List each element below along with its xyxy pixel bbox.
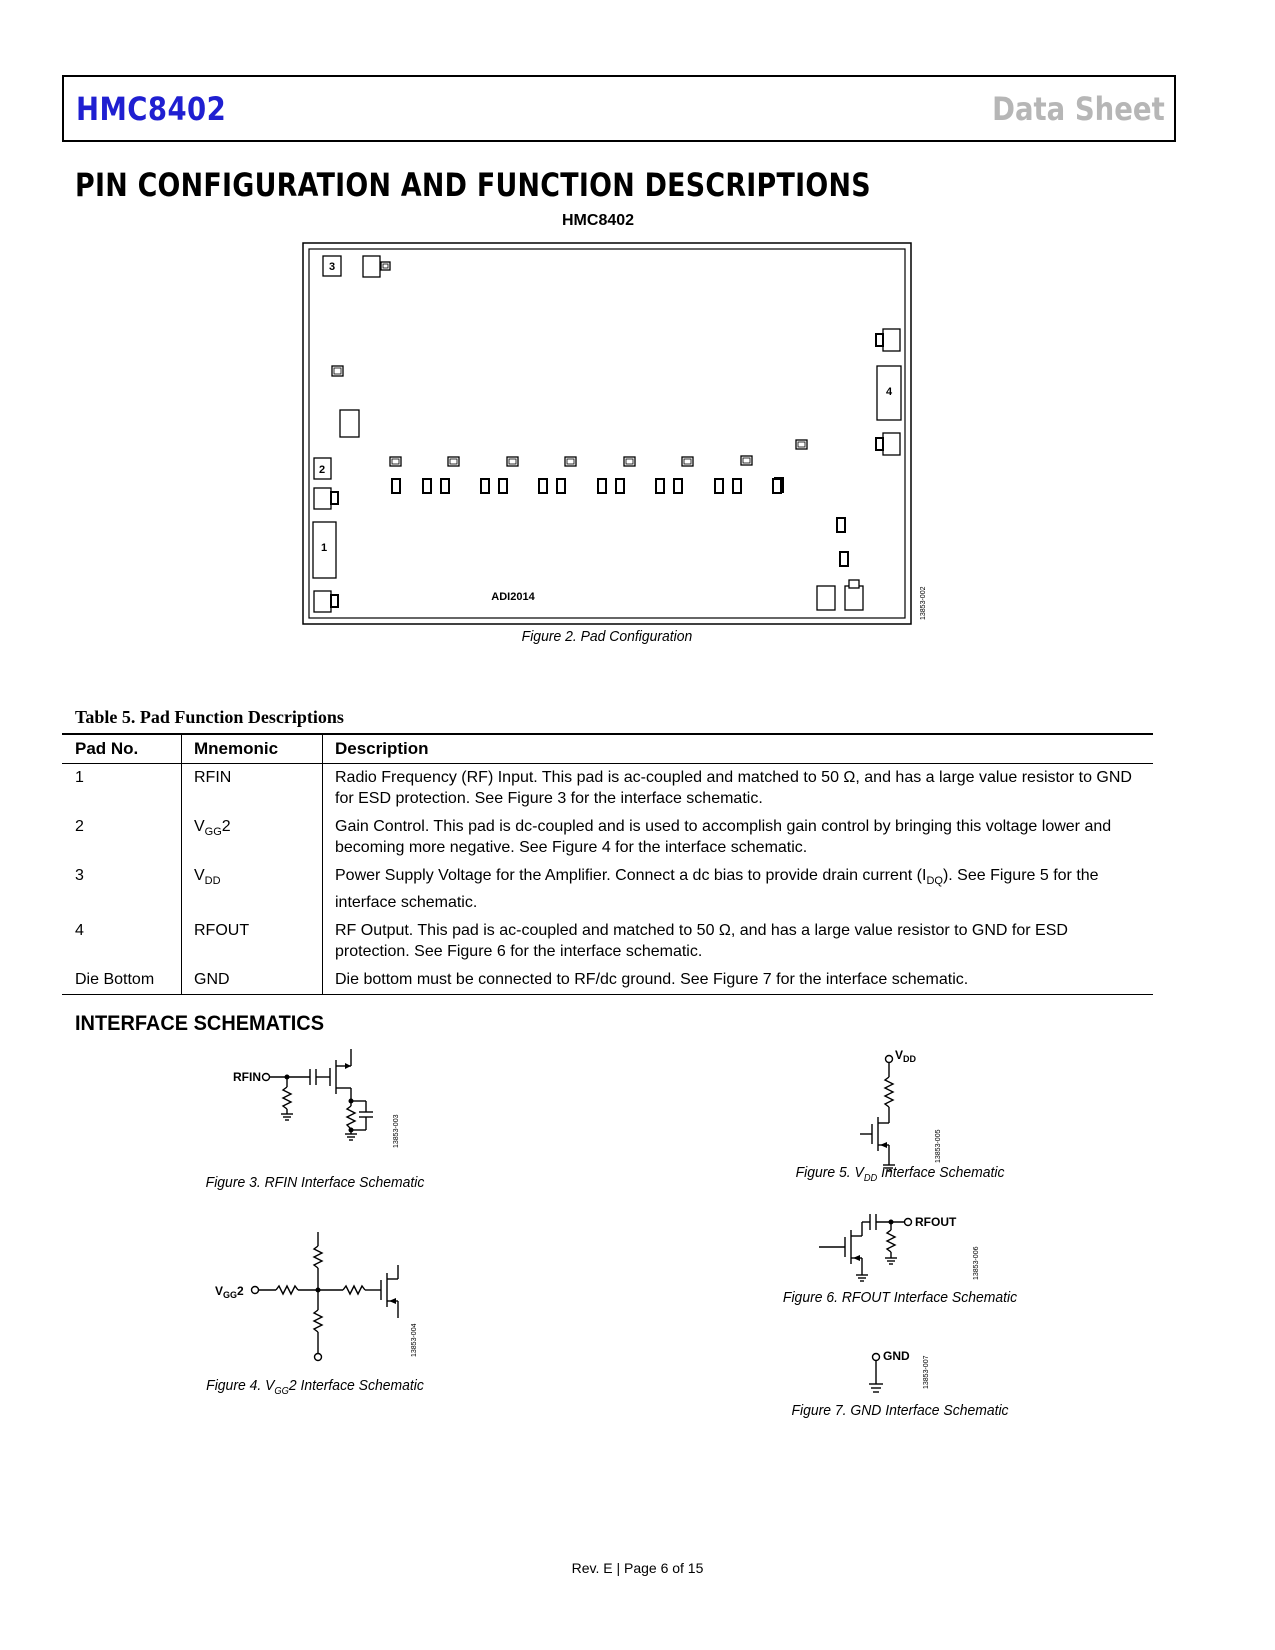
col-header-mnemonic: Mnemonic (182, 734, 323, 764)
fig3-ref-code: 13853-003 (393, 1114, 400, 1148)
col-header-description: Description (323, 734, 1154, 764)
col-header-pad-no: Pad No. (62, 734, 182, 764)
section-title: PIN CONFIGURATION AND FUNCTION DESCRIPTIONS (75, 166, 871, 204)
fig6-rfout-schematic (819, 1214, 912, 1281)
table5-title: Table 5. Pad Function Descriptions (75, 707, 344, 727)
fig7-node-label: GND (883, 1349, 910, 1363)
fig4-vgg2-schematic (252, 1232, 399, 1361)
cell-description: Radio Frequency (RF) Input. This pad is ac-coupled and matched to 50 Ω, and has a large value resistor to GND for ESD protection. See Figure 3 for the interface schematic. (335, 769, 1132, 807)
cell-description: Power Supply Voltage for the Amplifier. Connect a dc bias to provide drain current $(I_{DQ})$. See Figure 5 for the interface schematic. (335, 867, 1099, 912)
cell-pad: 1 (62, 764, 182, 814)
cell-pad: 4 (62, 917, 182, 966)
cell-pad: 2 (62, 813, 182, 862)
product-title: HMC8402 (76, 90, 227, 128)
figure2-ref-code: 13853-002 (920, 586, 927, 620)
figure2-caption: Figure 2. Pad Configuration (521, 628, 693, 645)
cell-description: Die bottom must be connected to RF/dc ground. See Figure 7 for the interface schematic. (323, 966, 1154, 995)
fig7-gnd-schematic (869, 1354, 883, 1393)
pad-label-4: 4 (885, 386, 893, 398)
cell-mnemonic: $V_{GG}2$ (182, 813, 323, 862)
fig3-node-label: RFIN (233, 1070, 261, 1084)
cell-mnemonic: $V_{DD}$ (182, 862, 323, 917)
cell-description: RF Output. This pad is ac-coupled and matched to 50 Ω, and has a large value resistor to GND for ESD protection. See Figure 6 for the interface schematic. (335, 922, 1068, 961)
die-marking: ADI2014 (491, 591, 535, 603)
figure7-caption: Figure 7. GND Interface Schematic (791, 1402, 1009, 1419)
figure2-chip-label: HMC8402 (562, 212, 635, 229)
fig5-vdd-schematic (860, 1056, 895, 1172)
cell-description: Gain Control. This pad is dc-coupled and is used to accomplish gain control by bringing this voltage lower and becoming more negative. See Figure 4 for the interface schematic. (335, 818, 1112, 856)
figure6-caption: Figure 6. RFOUT Interface Schematic (782, 1289, 1018, 1306)
fig5-ref-code: 13853-005 (935, 1129, 942, 1163)
cell-mnemonic: RFIN (182, 764, 323, 814)
pad-label-3: 3 (328, 261, 336, 273)
fig4-ref-code: 13853-004 (411, 1323, 418, 1357)
cell-pad: 3 (62, 862, 182, 917)
cell-pad: Die Bottom (62, 966, 182, 995)
page-footer: Rev. E | Page 6 of 15 (571, 1560, 704, 1576)
figure4-caption: Figure 4. $V_{GG}2$ Interface Schematic (206, 1377, 424, 1397)
figure5-caption: Figure 5. $V_{DD}$ Interface Schematic (795, 1164, 1005, 1184)
pad-label-1: 1 (320, 542, 328, 554)
cell-mnemonic: GND (182, 966, 323, 995)
fig4-node-label: $V_{GG}2$ (215, 1284, 244, 1300)
doc-type-label: Data Sheet (992, 90, 1165, 128)
fig6-ref-code: 13853-006 (973, 1246, 980, 1280)
interface-schematics-title: INTERFACE SCHEMATICS (75, 1012, 325, 1035)
pad-label-2: 2 (318, 464, 326, 476)
figure3-caption: Figure 3. RFIN Interface Schematic (205, 1174, 425, 1191)
fig6-node-label: RFOUT (915, 1215, 957, 1229)
fig5-node-label: $V_{DD}$ (895, 1048, 917, 1064)
fig3-rfin-schematic (263, 1049, 374, 1140)
cell-mnemonic: RFOUT (182, 917, 323, 966)
fig7-ref-code: 13853-007 (923, 1355, 930, 1389)
